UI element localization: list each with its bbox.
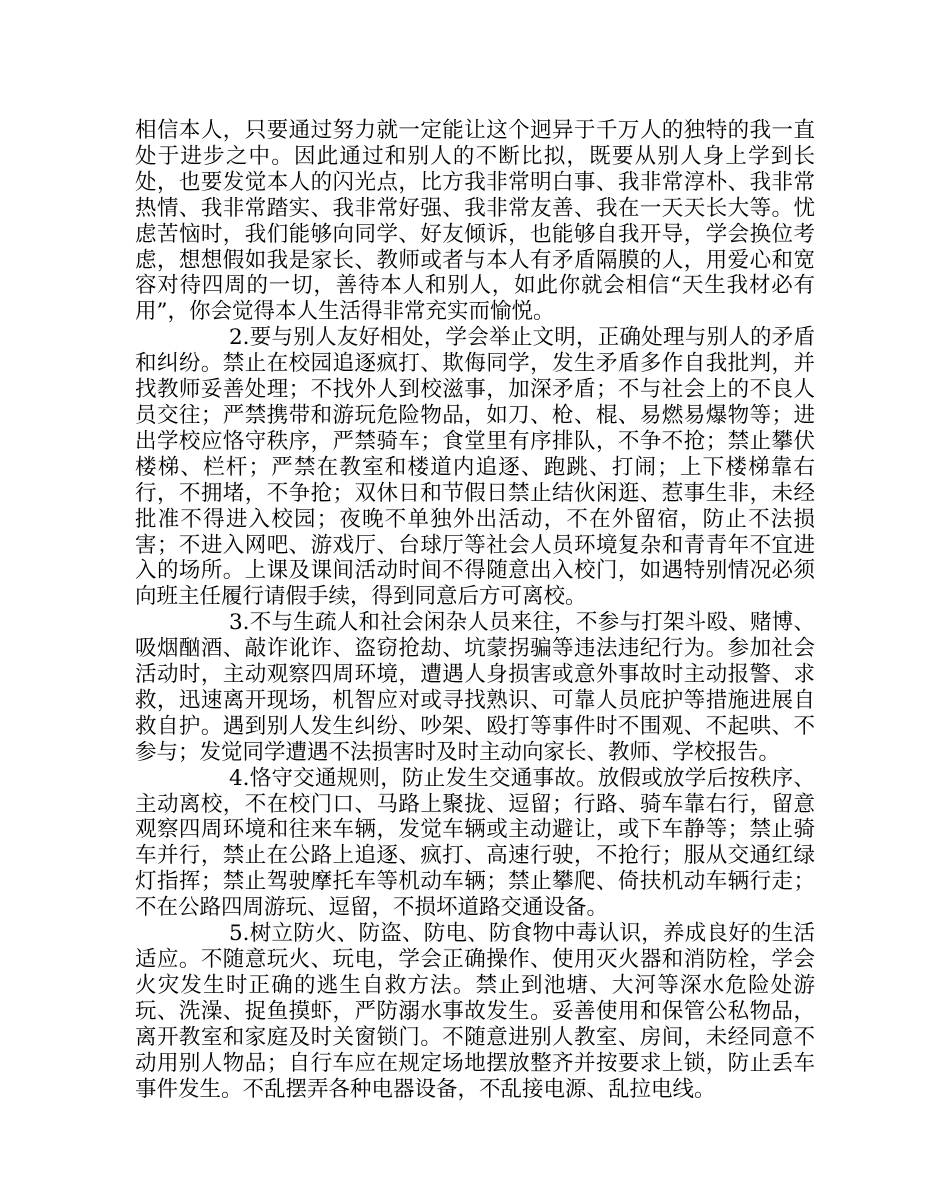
paragraph-item-4: 4.恪守交通规则，防止发生交通事故。放假或放学后按秩序、主动离校，不在校门口、马路上聚拢、逗留；行路、骑车靠右行，留意观察四周环境和往来车辆，发觉车辆或主动避让，或下车静等；禁止骑车并行，禁止在公路上追逐、疯打、高速行驶，不抢行；服从交通红绿灯指挥；禁止驾驶摩托车等机动车辆；禁止攀爬、倚扶机动车辆行走；不在公路四周游玩、逗留，不损坏道路交通设备。 <box>135 765 815 921</box>
paragraph-continuation: 相信本人，只要通过努力就一定能让这个迥异于千万人的独特的我一直处于进步之中。因此通过和别人的不断比拟，既要从别人身上学到长处，也要发觉本人的闪光点，比方我非常明白事、我非常淳朴、我非常热情、我非常踏实、我非常好强、我非常友善、我在一天天长大等。忧虑苦恼时，我们能够向同学、好友倾诉，也能够自我开导，学会换位考虑，想想假如我是家长、教师或者与本人有矛盾隔膜的人，用爱心和宽容对待四周的一切，善待本人和别人，如此你就会相信“天生我材必有用”，你会觉得本人生活得非常充实而愉悦。 <box>135 118 815 325</box>
document-body <box>135 118 815 1102</box>
paragraph-item-2: 2.要与别人友好相处，学会举止文明，正确处理与别人的矛盾和纠纷。禁止在校园追逐疯打、欺侮同学，发生矛盾多作自我批判，并找教师妥善处理；不找外人到校滋事，加深矛盾；不与社会上的不良人员交往；严禁携带和游玩危险物品，如刀、枪、棍、易燃易爆物等；进出学校应恪守秩序，严禁骑车；食堂里有序排队，不争不抢；禁止攀伏楼梯、栏杆；严禁在教室和楼道内追逐、跑跳、打闹；上下楼梯靠右行，不拥堵，不争抢；双休日和节假日禁止结伙闲逛、惹事生非，未经批准不得进入校园；夜晚不单独外出活动，不在外留宿，防止不法损害；不进入网吧、游戏厅、台球厅等社会人员环境复杂和青青年不宜进入的场所。上课及课间活动时间不得随意出入校门，如遇特别情况必须向班主任履行请假手续，得到同意后方可离校。 <box>135 325 815 610</box>
paragraph-item-3: 3.不与生疏人和社会闲杂人员来往，不参与打架斗殴、赌博、吸烟酗酒、敲诈讹诈、盗窃抢劫、坑蒙拐骗等违法违纪行为。参加社会活动时，主动观察四周环境，遭遇人身损害或意外事故时主动报警、求救，迅速离开现场，机智应对或寻找熟识、可靠人员庇护等措施进展自救自护。遇到别人发生纠纷、吵架、殴打等事件时不围观、不起哄、不参与；发觉同学遭遇不法损害时及时主动向家长、教师、学校报告。 <box>135 610 815 765</box>
paragraph-item-5: 5.树立防火、防盗、防电、防食物中毒认识，养成良好的生活适应。不随意玩火、玩电，学会正确操作、使用灭火器和消防栓，学会火灾发生时正确的逃生自救方法。禁止到池塘、大河等深水危险处游玩、洗澡、捉鱼摸虾，严防溺水事故发生。妥善使用和保管公私物品，离开教室和家庭及时关窗锁门。不随意进别人教室、房间，未经同意不动用别人物品；自行车应在规定场地摆放整齐并按要求上锁，防止丢车事件发生。不乱摆弄各种电器设备，不乱接电源、乱拉电线。 <box>135 921 815 1102</box>
